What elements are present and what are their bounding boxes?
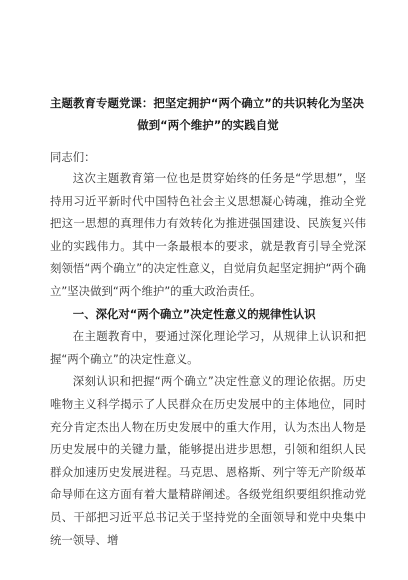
intro-paragraph: 这次主题教育第一位也是贯穿始终的任务是“学思想”，坚持用习近平新时代中国特色社会主义思想凝心铸魂，推动全党把这一思想的真理伟力有效转化为推进强国建设、民族复兴伟业的实践伟力。其中一条最根本的要求，就是教育引导全党深刻领悟“两个确立”的决定性意义，自觉肩负起坚定拥护“两个确立”坚决做到“两个维护”的重大政治责任。 — [50, 171, 366, 298]
document-title-line-2: 做到“两个维护”的实践自觉 — [137, 118, 279, 132]
section-heading: 一、深化对“两个确立”决定性意义的规律性认识 — [72, 306, 316, 321]
document-title-line-1: 主题教育专题党课：把坚定拥护“两个确立”的共识转化为坚决 — [50, 96, 364, 110]
section-paragraph-2: 深刻认识和把握“两个确立”决定性意义的理论依据。历史唯物主义科学揭示了人民群众在历史发展中的主体地位，同时充分肯定杰出人物在历史发展中的重大作用，认为杰出人物是历史发展中的关键力量，能够提出进步思想，引领和组织人民群众加速历史发展进程。马克思、恩格斯、列宁等无产阶级革命导师在这方面有着大量精辟阐述。各级党组织要组织推动党员、干部把习近平总书记关于坚持党的全面领导和党中央集中统一领导、增 — [50, 374, 366, 547]
salutation: 同志们： — [50, 150, 96, 164]
section-paragraph-1: 在主题教育中，要通过深化理论学习，从规律上认识和把握“两个确立”的决定性意义。 — [50, 329, 366, 366]
document-title — [50, 92, 366, 136]
